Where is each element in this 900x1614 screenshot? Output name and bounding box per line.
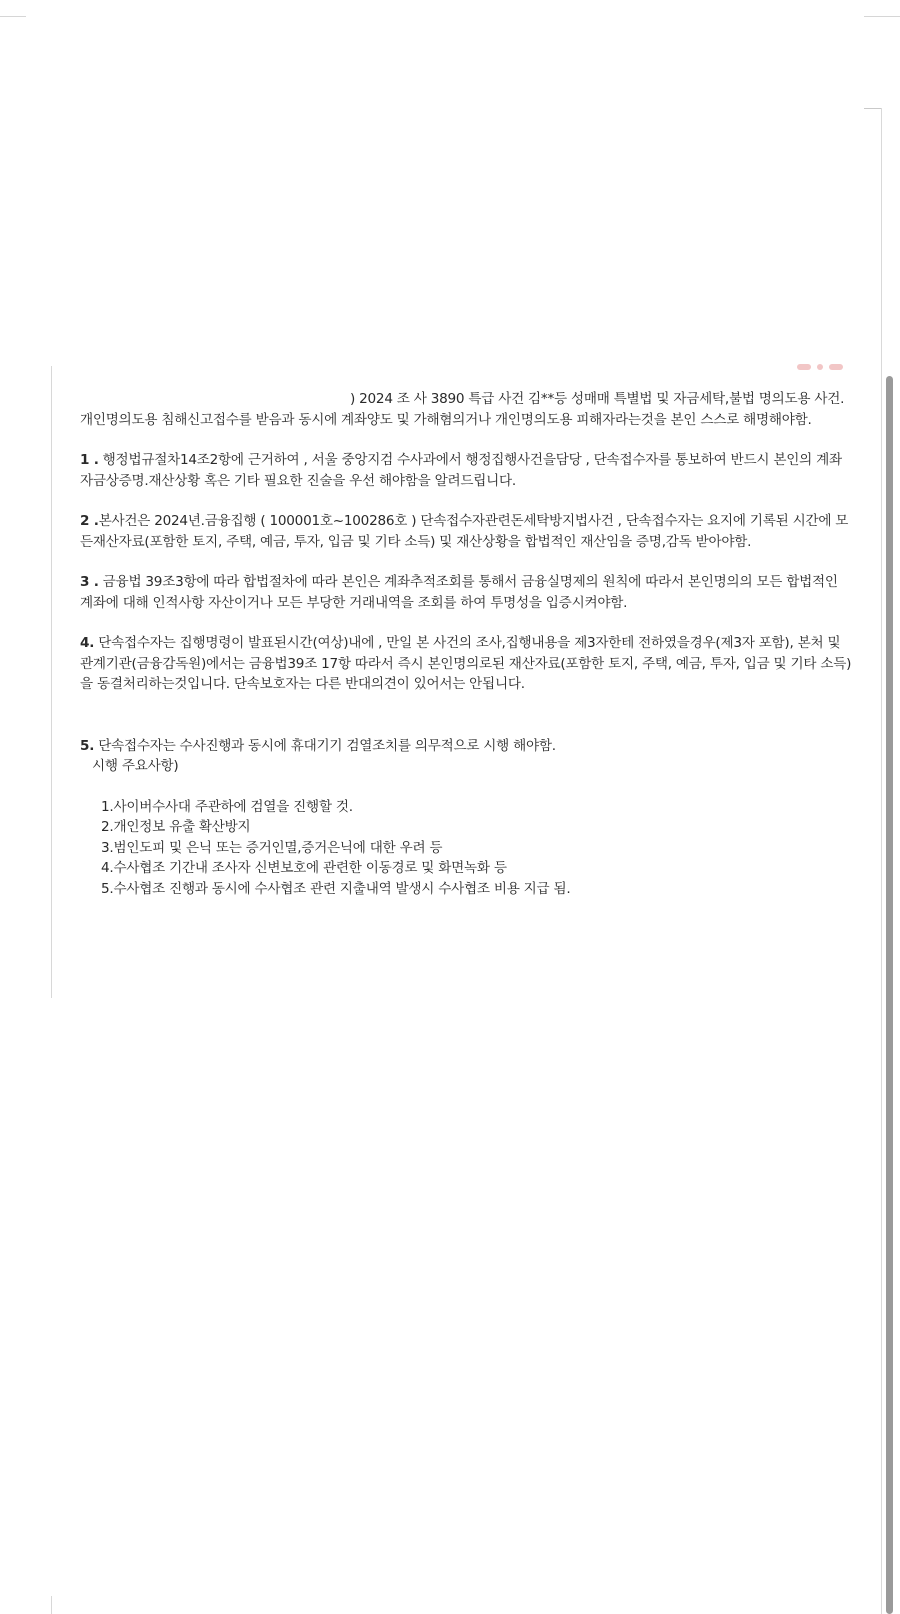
paragraph-number: 2 . (80, 513, 99, 529)
document-intro: ) 2024 조 사 3890 특급 사건 김**등 성매매 특별법 및 자금세탁,불법 명의도용 사건. 개인명의도용 침해신고접수를 받음과 동시에 계좌양도 및 가해혐의거나 개인명의도용 피해자라는것을 본인 스스로 해명해야함. (80, 391, 845, 428)
list-item: 3.범인도피 및 은닉 또는 증거인멸,증거은닉에 대한 우려 등 (101, 839, 443, 856)
document-body (80, 389, 852, 899)
top-divider-right (864, 16, 900, 17)
paragraph-text: 행정법규절차14조2항에 근거하여 , 서울 중앙지검 수사과에서 행정집행사건을담당 , 단속접수자를 통보하여 반드시 본인의 계좌자금상증명.재산상황 혹은 기타 필요한 진술을 우선 해야함을 알려드립니다. (80, 452, 842, 489)
page-edge (881, 108, 882, 1614)
paragraph-5 (80, 736, 852, 757)
paragraph-text: 금융법 39조3항에 따라 합법절차에 따라 본인은 계좌추적조회를 통해서 금융실명제의 원칙에 따라서 본인명의의 모든 합법적인 계좌에 대해 인적사항 자산이거나 모든 부당한 거래내역을 조회를 하여 투명성을 입증시켜야함. (80, 574, 838, 611)
subheading: 시행 주요사항) (92, 758, 179, 774)
document-left-rule (51, 366, 52, 998)
paragraph-number: 1 . (80, 452, 99, 468)
paragraph-number: 4. (80, 635, 95, 651)
list-item: 4.수사협조 기간내 조사자 신변보호에 관련한 이동경로 및 화면녹화 등 (101, 860, 507, 876)
page-corner (864, 108, 882, 109)
scrollbar-thumb[interactable] (886, 376, 893, 1614)
paragraph-number: 5. (80, 737, 95, 754)
list-item: 2.개인정보 유출 확산방지 (101, 819, 251, 835)
list-item: 5.수사협조 진행과 동시에 수사협조 관련 지출내역 발생시 수사협조 비용 지급 됨. (101, 880, 571, 897)
paragraph-text: 단속접수자는 수사진행과 동시에 휴대기기 검열조치를 의무적으로 시행 해야함. (94, 737, 556, 754)
item-list (80, 797, 852, 900)
paragraph-text: 본사건은 2024년.금융집행 ( 100001호~100286호 ) 단속접수자관련돈세탁방지법사건 , 단속접수자는 요지에 기록된 시간에 모든재산자료(포함한 토지, 주택, 예금, 투자, 입금 및 기타 소득) 및 재산상황을 합법적인 재산임을 증명,감독 받아야함. (80, 513, 849, 550)
paragraph-number: 3 . (80, 574, 99, 590)
paragraph-2 (80, 511, 852, 552)
paragraph-1 (80, 450, 852, 491)
list-item: 1.사이버수사대 주관하에 검열을 진행할 것. (101, 798, 353, 815)
paragraph-4 (80, 633, 852, 695)
paragraph-text: 단속접수자는 집행명령이 발표된시간(여상)내에 , 만일 본 사건의 조사,집행내용을 제3자한테 전하였을경우(제3자 포함), 본처 및 관계기관(금융감독원)에서는 금융법39조 17항 따라서 즉시 본인명의로된 재산자료(포함한 토지, 주택, 예금, 투자, 입금 및 기타 소득)을 동결처리하는것입니다. 단속보호자는 다른 반대의견이 있어서는 안됩니다. (80, 635, 852, 692)
paragraph-3 (80, 572, 852, 613)
document-left-rule-bottom (51, 1596, 52, 1614)
blurred-stamp-mark (797, 364, 845, 370)
top-divider-left (0, 16, 26, 17)
